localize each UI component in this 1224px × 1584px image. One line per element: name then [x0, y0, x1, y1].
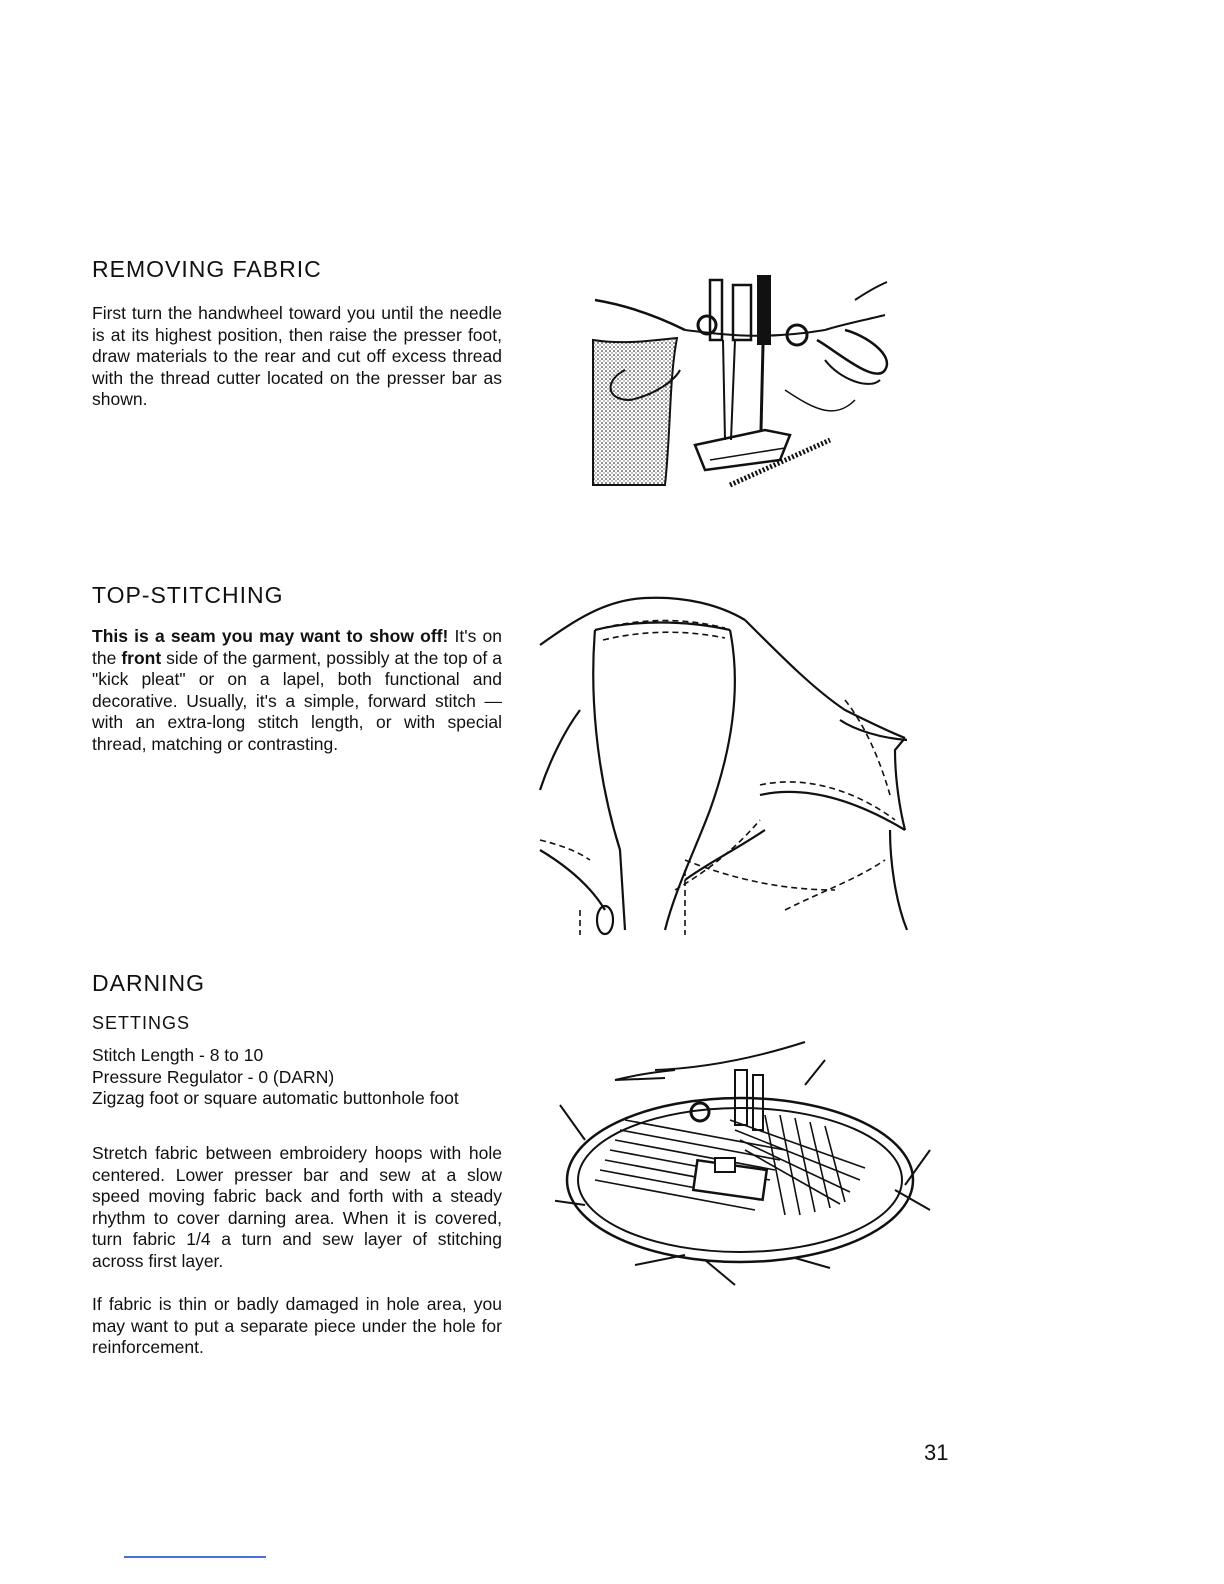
darning-hoop-illustration	[555, 1040, 940, 1290]
top-stitching-intro: This is a seam you may want to show off!	[92, 626, 449, 646]
removing-fabric-title: REMOVING FABRIC	[92, 256, 322, 282]
removing-fabric-text: First turn the handwheel toward you until the needle is at its highest position, then raise the presser foot, draw materials to the rear and cut off excess thread with the thread cutter located on the presser bar as shown.	[92, 303, 502, 409]
top-stitching-text	[92, 626, 502, 755]
darning-settings-title: SETTINGS	[92, 1013, 191, 1033]
top-stitching-text-part2: side of the garment, possibly at the top of a "kick pleat" or on a lapel, both functional and decorative. Usually, it's a simple, forward stitch — with an extra-long stitch length, or with special thread, matching or contrasting.	[92, 647, 502, 754]
top-stitching-text-part1: It's on the	[92, 626, 502, 668]
top-stitching-collar-illustration	[535, 590, 945, 940]
settings-stitch-length: Stitch Length - 8 to 10	[92, 1045, 264, 1065]
darning-title: DARNING	[92, 970, 206, 996]
page-number: 31	[924, 1440, 949, 1465]
top-stitching-title: TOP-STITCHING	[92, 582, 284, 608]
removing-fabric-illustration	[585, 270, 915, 495]
darning-paragraph-1: Stretch fabric between embroidery hoops with hole centered. Lower presser bar and sew at a slow speed moving fabric back and forth with a steady rhythm to cover darning area. When it is covered, turn fabric 1/4 a turn and sew layer of stitching across first layer.	[92, 1143, 502, 1271]
footer-rule	[124, 1556, 266, 1558]
settings-pressure-regulator: Pressure Regulator - 0 (DARN)	[92, 1066, 335, 1087]
top-stitching-front-word: front	[121, 647, 162, 668]
settings-foot: Zigzag foot or square automatic buttonhole foot	[92, 1088, 459, 1108]
darning-paragraph-2: If fabric is thin or badly damaged in hole area, you may want to put a separate piece under the hole for reinforcement.	[92, 1294, 502, 1357]
darning-settings-list	[92, 1045, 502, 1110]
